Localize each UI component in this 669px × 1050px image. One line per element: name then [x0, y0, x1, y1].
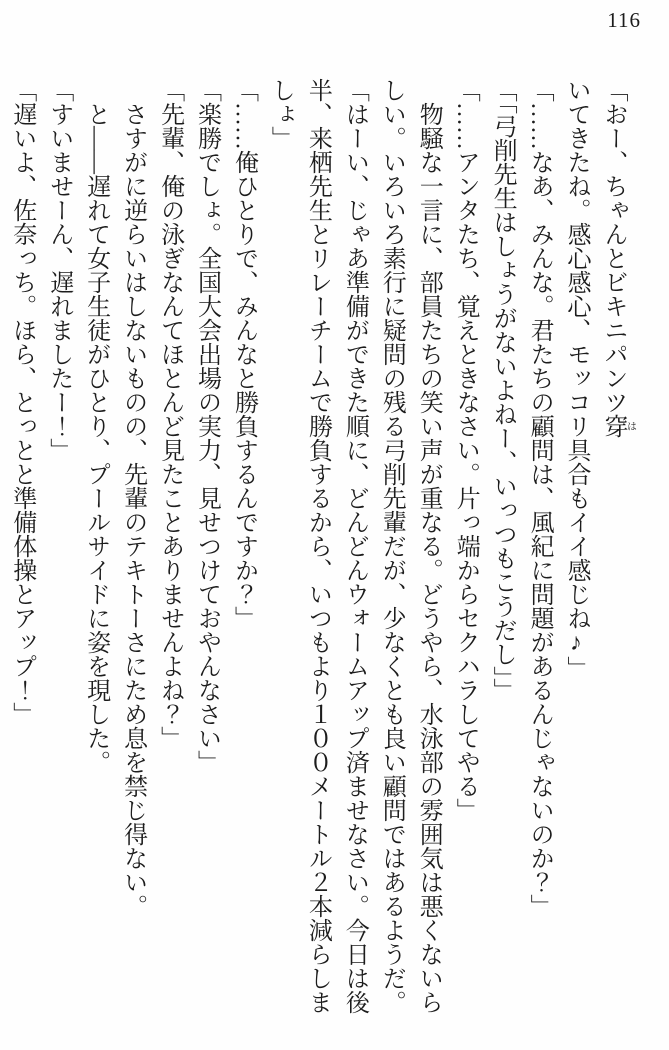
paragraph-8: 「楽勝でしょ。全国大会出場の実力、見せつけておやんなさい」	[193, 78, 220, 774]
paragraph-10: さすがに逆らいはしないものの、先輩のテキトーさにため息を禁じ得ない。	[119, 102, 146, 918]
paragraph-5: 物騒な一言に、部員たちの笑い声が重なる。どうやら、水泳部の雰囲気は悪くないらしい。いろいろ素行に疑問の残る弓削先輩だが、少なくとも良い顧問ではあるようだ。	[378, 78, 442, 1014]
paragraph-1: 「おー、ちゃんとビキニパンツ穿はいてきたね。感心感心、モッコリ具合もイイ感じね♪」	[563, 78, 636, 680]
paragraph-13: 「遅いよ、佐奈っち。ほら、とっとと準備体操とアップ！」	[8, 78, 35, 726]
ruby-annotation: 穿は	[600, 414, 636, 438]
paragraph-2: 「……なあ、みんな。君たちの顧問は、風紀に問題があるんじゃないのか？」	[526, 78, 553, 918]
paragraph-7: 「……俺ひとりで、みんなと勝負するんですか？」	[230, 78, 257, 630]
paragraph-4: 「……アンタたち、覚えときなさい。片っ端からセクハラしてやる」	[452, 78, 479, 822]
paragraph-3: 「「弓削先生はしょうがないよねー、いっつもこうだし」」	[489, 78, 516, 702]
paragraph-9: 「先輩、俺の泳ぎなんてほとんど見たことありませんよね？」	[156, 78, 183, 750]
paragraph-6: 「はーい、じゃあ準備ができた順に、どんどんウォームアップ済ませなさい。今日は後半、来栖先生とリレーチームで勝負するから、いつもより１００メートル２本減らしましょ」	[267, 78, 368, 1014]
paragraph-12: 「すいませーん、遅れましたー！」	[45, 78, 72, 462]
paragraph-11: と――遅れて女子生徒がひとり、プールサイドに姿を現した。	[82, 102, 109, 774]
text-body	[3, 78, 635, 1028]
page-number: 116	[607, 8, 641, 32]
